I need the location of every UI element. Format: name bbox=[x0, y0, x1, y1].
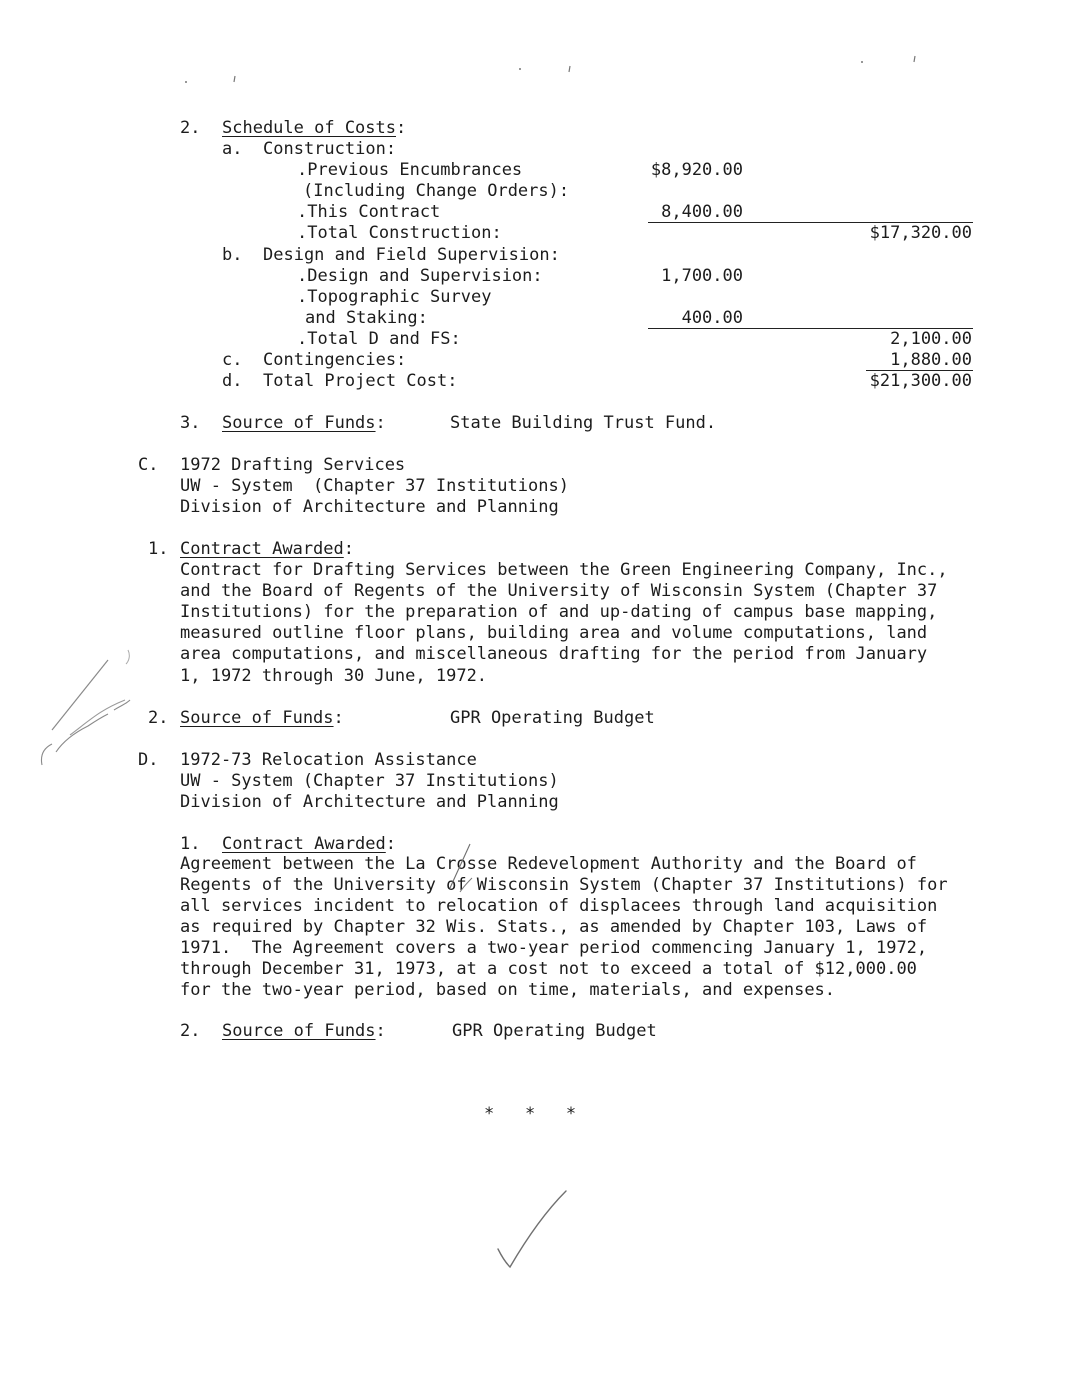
construction-heading: Construction: bbox=[263, 139, 397, 159]
source-funds-heading-wrap bbox=[222, 413, 386, 434]
source-funds-colon: : bbox=[375, 413, 386, 433]
total-dfs-amount: 2,100.00 bbox=[890, 329, 972, 349]
section-c-item1-number: 1. bbox=[148, 539, 169, 559]
construction-label: a. bbox=[222, 139, 243, 159]
section-c-paragraph-line: and the Board of Regents of the University of Wisconsin System (Chapter 37 bbox=[180, 581, 938, 601]
section-d-contract-awarded: Contract Awarded bbox=[222, 834, 386, 854]
section-d-title: 1972-73 Relocation Assistance bbox=[180, 750, 477, 770]
section-c-source-funds-value: GPR Operating Budget bbox=[450, 708, 655, 728]
section-c-contract-awarded-colon: : bbox=[343, 539, 355, 559]
including-change-orders-label: (Including Change Orders): bbox=[303, 181, 570, 201]
section-c-system: UW - System (Chapter 37 Institutions) bbox=[180, 476, 569, 496]
end-of-section-asterisks: * * * bbox=[484, 1104, 577, 1124]
section-d-system: UW - System (Chapter 37 Institutions) bbox=[180, 771, 559, 791]
section-d-paragraph-line: Agreement between the La Crosse Redevelopment Authority and the Board of bbox=[180, 854, 917, 874]
topographic-survey-label: .Topographic Survey bbox=[297, 287, 492, 307]
section-c-source-funds-colon: : bbox=[333, 708, 344, 728]
source-funds-value: State Building Trust Fund. bbox=[450, 413, 717, 433]
section-c-title: 1972 Drafting Services bbox=[180, 455, 406, 475]
section-d-source-funds-value: GPR Operating Budget bbox=[452, 1021, 657, 1041]
section-c-paragraph-line: Institutions) for the preparation of and up-dating of campus base mapping, bbox=[180, 602, 938, 622]
contingencies-heading: Contingencies: bbox=[263, 350, 407, 370]
section-c-paragraph-line: Contract for Drafting Services between the Green Engineering Company, Inc., bbox=[180, 560, 948, 580]
pencil-tick-mark bbox=[430, 838, 490, 898]
section-d-contract-awarded-colon: : bbox=[385, 834, 397, 854]
section-c-item2-heading-wrap bbox=[180, 708, 344, 729]
contingencies-amount: 1,880.00 bbox=[890, 350, 972, 370]
section-d-item2-heading-wrap bbox=[222, 1021, 386, 1042]
design-supervision-amount: 1,700.00 bbox=[661, 266, 743, 286]
section-d-paragraph-line: Regents of the University of Wisconsin System (Chapter 37 Institutions) for bbox=[180, 875, 948, 895]
section-c-paragraph-line: 1, 1972 through 30 June, 1972. bbox=[180, 666, 488, 686]
total-project-label: d. bbox=[222, 371, 243, 391]
section-d-item2-number: 2. bbox=[180, 1021, 201, 1041]
pencil-check-mark-icon bbox=[490, 1185, 580, 1285]
schedule-heading: Schedule of Costs bbox=[222, 118, 396, 138]
section-c-item1-heading-wrap bbox=[180, 539, 354, 560]
section-c-item2-number: 2. bbox=[148, 708, 169, 728]
section-c-contract-awarded: Contract Awarded bbox=[180, 539, 344, 559]
section-c-paragraph-line: measured outline floor plans, building area and volume computations, land bbox=[180, 623, 928, 643]
schedule-heading-wrap bbox=[222, 118, 406, 139]
section-d-paragraph-line: 1971. The Agreement covers a two-year period commencing January 1, 1972, bbox=[180, 938, 928, 958]
source-funds-number: 3. bbox=[180, 413, 201, 433]
section-d-division: Division of Architecture and Planning bbox=[180, 792, 559, 812]
section-d-letter: D. bbox=[138, 750, 159, 770]
section-c-division: Division of Architecture and Planning bbox=[180, 497, 559, 517]
section-d-item1-heading-wrap bbox=[222, 834, 396, 855]
section-d-paragraph-line: all services incident to relocation of displacees through land acquisition bbox=[180, 896, 938, 916]
section-d-source-funds-colon: : bbox=[375, 1021, 386, 1041]
design-field-label: b. bbox=[222, 245, 243, 265]
margin-pencil-scribble bbox=[30, 640, 140, 780]
section-d-source-funds: Source of Funds bbox=[222, 1021, 376, 1041]
staking-label: and Staking: bbox=[305, 308, 428, 328]
section-d-item1-number: 1. bbox=[180, 834, 201, 854]
total-project-heading: Total Project Cost: bbox=[263, 371, 458, 391]
section-d-paragraph-line: for the two-year period, based on time, materials, and expenses. bbox=[180, 980, 836, 1000]
this-contract-amount: 8,400.00 bbox=[661, 202, 743, 222]
section-c-source-funds: Source of Funds bbox=[180, 708, 334, 728]
design-supervision-label: .Design and Supervision: bbox=[297, 266, 543, 286]
previous-encumbrances-label: .Previous Encumbrances bbox=[297, 160, 523, 180]
design-field-heading: Design and Field Supervision: bbox=[263, 245, 560, 265]
section-c-letter: C. bbox=[138, 455, 159, 475]
total-construction-label: .Total Construction: bbox=[297, 223, 502, 243]
section-d-paragraph-line: through December 31, 1973, at a cost not to exceed a total of $12,000.00 bbox=[180, 959, 917, 979]
section-c-paragraph-line: area computations, and miscellaneous drafting for the period from January bbox=[180, 644, 928, 664]
source-funds-heading: Source of Funds bbox=[222, 413, 376, 433]
topographic-survey-amount: 400.00 bbox=[681, 308, 743, 328]
total-dfs-label: .Total D and FS: bbox=[297, 329, 461, 349]
schedule-number: 2. bbox=[180, 118, 201, 138]
contingencies-label: c. bbox=[222, 350, 243, 370]
this-contract-label: .This Contract bbox=[297, 202, 441, 222]
total-construction-amount: $17,320.00 bbox=[869, 223, 972, 243]
schedule-heading-colon: : bbox=[396, 118, 407, 138]
previous-encumbrances-amount: $8,920.00 bbox=[650, 160, 743, 180]
section-d-paragraph-line: as required by Chapter 32 Wis. Stats., as amended by Chapter 103, Laws of bbox=[180, 917, 928, 937]
total-project-amount: $21,300.00 bbox=[869, 371, 972, 391]
paper-specks bbox=[0, 0, 1067, 90]
